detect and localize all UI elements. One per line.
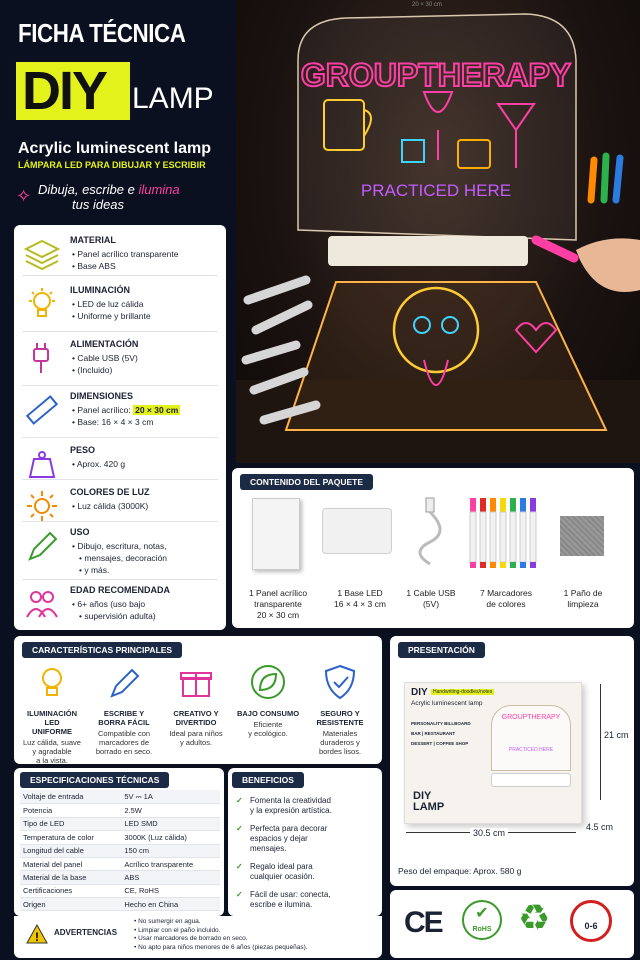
- check-icon: ✓: [236, 796, 243, 805]
- features-title: CARACTERÍSTICAS PRINCIPALES: [22, 642, 182, 658]
- divider: [22, 579, 218, 580]
- feature-desc-line: a la vista.: [36, 756, 68, 765]
- table-key: Potencia: [20, 804, 121, 817]
- sign-text: PRACTICED HERE: [360, 181, 512, 200]
- spec-line: • Dibujo, escritura, notas,: [72, 540, 220, 552]
- weight-icon: [24, 447, 60, 481]
- divider: [22, 521, 218, 522]
- feature-desc-line: y ecológico.: [248, 729, 288, 738]
- table-row: [20, 844, 220, 857]
- package-item-line: 1 Paño de: [563, 588, 603, 598]
- tech-spec-title: ESPECIFICACIONES TÉCNICAS: [20, 772, 169, 788]
- bulb-icon: [32, 662, 72, 702]
- feature-desc-line: y agradable: [32, 747, 72, 756]
- plug-icon: [24, 341, 60, 375]
- lamp-illustration: [236, 0, 640, 463]
- check-icon: ✓: [236, 890, 243, 899]
- package-item-line: (5V): [422, 599, 440, 609]
- feature-desc-line: marcadores de: [98, 738, 150, 747]
- svg-text:!: !: [35, 930, 39, 944]
- tagline-highlight: ilumina: [138, 182, 180, 197]
- spec-title: DIMENSIONES: [70, 391, 134, 401]
- page-title: FICHA TÉCNICA: [18, 18, 186, 48]
- check-icon: ✓: [236, 824, 243, 833]
- marker: [480, 498, 486, 568]
- benefit-line: espacios y dejar: [250, 834, 308, 843]
- feature-title-line: ESCRIBE Y: [103, 709, 145, 718]
- box-lamp: LAMP: [413, 801, 445, 813]
- shield-icon: [320, 662, 360, 702]
- package-item-line: 20 × 30 cm: [256, 610, 300, 620]
- pen-icon: [104, 662, 144, 702]
- table-row: [20, 871, 220, 884]
- package-box: [404, 682, 582, 824]
- age-restriction-icon: [570, 900, 612, 942]
- warning-item: • No apto para niños menores de 6 años (piezas pequeñas).: [134, 944, 308, 953]
- package-item-line: transparente: [254, 599, 302, 609]
- package-weight: Peso del empaque: Aprox. 580 g: [398, 866, 522, 876]
- table-key: Tipo de LED: [20, 817, 121, 830]
- markers-image: [466, 492, 542, 572]
- table-key: Material de la base: [20, 871, 121, 884]
- tagline: [38, 182, 218, 212]
- benefit-text: [250, 890, 376, 910]
- table-row: [20, 817, 220, 830]
- usb-cable-image: [408, 494, 458, 570]
- subtitle-english: Acrylic luminescent lamp: [18, 140, 211, 157]
- rohs-label: RoHS: [472, 926, 492, 933]
- benefit-line: mensajes.: [250, 844, 287, 853]
- spec-title: MATERIAL: [70, 235, 116, 245]
- width-label: 30.5 cm: [470, 828, 508, 838]
- sun-icon: [24, 489, 60, 523]
- benefit-line: escribe e ilumina.: [250, 900, 313, 909]
- product-photo: [236, 0, 640, 463]
- package-item-line: 16 × 4 × 3 cm: [334, 599, 386, 609]
- spec-title: ILUMINACIÓN: [70, 285, 130, 295]
- feature-title: [92, 709, 156, 727]
- table-row: [20, 831, 220, 844]
- feature-title-line: ILUMINACIÓN LED: [27, 709, 77, 727]
- feature-desc-line: Materiales: [322, 729, 358, 738]
- presentation-panel: [390, 636, 634, 886]
- table-value: LED SMD: [121, 817, 220, 830]
- feature-title-line: CREATIVO Y: [173, 709, 219, 718]
- marker: [490, 498, 496, 568]
- sign-title: GROUPTHERAPY: [300, 57, 572, 93]
- table-row: [20, 857, 220, 870]
- table-key: Material del panel: [20, 857, 121, 870]
- package-item-line: 7 Marcadores: [480, 588, 532, 598]
- feature-desc-line: y adultos.: [179, 738, 213, 747]
- feature-item: [164, 662, 228, 747]
- benefit-text: [250, 862, 376, 882]
- table-key: Voltaje de entrada: [20, 790, 121, 804]
- feature-desc: [308, 729, 372, 756]
- divider: [22, 385, 218, 386]
- depth-label: 4.5 cm: [586, 822, 614, 832]
- table-value: Hecho en China: [121, 898, 220, 911]
- package-title: CONTENIDO DEL PAQUETE: [240, 474, 373, 490]
- table-value: 150 cm: [121, 844, 220, 857]
- tech-spec-table: [20, 790, 220, 911]
- package-item-label: [548, 588, 618, 610]
- spec-line: • Luz cálida (3000K): [72, 500, 220, 512]
- height-arrow: [600, 684, 601, 800]
- box-line: DESSERT | COFFEE SHOP: [411, 741, 469, 746]
- benefit-line: y la expresión artística.: [250, 806, 332, 815]
- check-icon: ✓: [236, 862, 243, 871]
- spec-title: USO: [70, 527, 90, 537]
- package-contents: [232, 468, 634, 628]
- spec-line: • supervisión adulta): [72, 610, 220, 622]
- tech-spec-panel: [14, 768, 224, 916]
- feature-title-line: UNIFORME: [32, 727, 72, 736]
- height-label: 21 cm: [604, 730, 629, 740]
- benefits-title: BENEFICIOS: [232, 772, 304, 788]
- marker: [500, 498, 506, 568]
- box-lamp-image: GROUPTHERAPY PRACTICED HERE: [491, 705, 571, 771]
- feature-item: [308, 662, 372, 756]
- table-value: Acrílico transparente: [121, 857, 220, 870]
- package-item-line: 1 Base LED: [337, 588, 383, 598]
- warnings-panel: [14, 916, 382, 958]
- marker: [530, 498, 536, 568]
- subtitle-spanish: LÁMPARA LED PARA DIBUJAR Y ESCRIBIR: [18, 160, 206, 170]
- table-row: [20, 884, 220, 897]
- feature-desc-line: borrado en seco.: [95, 747, 153, 756]
- benefit-line: Perfecta para decorar: [250, 824, 328, 833]
- package-item-line: 1 Panel acrílico: [248, 588, 308, 598]
- package-item-label: [244, 588, 312, 621]
- leaf-icon: [248, 662, 288, 702]
- benefit-text: [250, 796, 376, 816]
- package-item-label: [398, 588, 464, 610]
- package-item-line: de colores: [486, 599, 526, 609]
- ce-mark: CE: [404, 906, 442, 939]
- divider: [22, 275, 218, 276]
- sparkle-icon: ✧: [16, 186, 32, 206]
- table-value: 2.5W: [121, 804, 220, 817]
- spec-line: • Panel acrílico transparente: [72, 248, 220, 260]
- feature-desc: [236, 720, 300, 738]
- package-item-line: limpieza: [567, 599, 599, 609]
- table-value: 3000K (Luz cálida): [121, 831, 220, 844]
- feature-title-line: DIVERTIDO: [175, 718, 217, 727]
- box-diy: DIY: [413, 790, 432, 802]
- spec-title: EDAD RECOMENDADA: [70, 585, 171, 595]
- box-tag: Handwriting-doodles/notes: [433, 689, 493, 695]
- divider: [22, 331, 218, 332]
- table-value: CE, RoHS: [121, 884, 220, 897]
- feature-title-line: RESISTENTE: [316, 718, 364, 727]
- layers-icon: [24, 237, 60, 271]
- feature-desc: [164, 729, 228, 747]
- marker: [520, 498, 526, 568]
- benefit-line: cualquier ocasión.: [250, 872, 315, 881]
- box-diy-lamp: [413, 791, 444, 813]
- feature-desc-line: duraderos y: [320, 738, 360, 747]
- benefits-panel: [228, 768, 382, 916]
- spec-title: PESO: [70, 445, 96, 455]
- gift-icon: [176, 662, 216, 702]
- spec-line: • LED de luz cálida: [72, 298, 220, 310]
- benefit-text: [250, 824, 376, 854]
- spec-line-label: Panel acrílico:: [77, 405, 134, 415]
- feature-title: [236, 709, 300, 718]
- features-panel: [14, 636, 382, 764]
- bulb-icon: [24, 287, 60, 321]
- ruler-icon: [24, 393, 60, 427]
- warning-icon: [26, 924, 48, 944]
- people-icon: [24, 587, 60, 621]
- box-lamp-base: [491, 773, 571, 787]
- feature-title: [20, 709, 84, 736]
- feature-desc-line: Compatible con: [97, 729, 151, 738]
- marker: [470, 498, 476, 568]
- acrylic-panel-image: [252, 498, 300, 570]
- spec-line: • Base: 16 × 4 × 3 cm: [72, 416, 220, 428]
- spec-panel: [14, 225, 226, 630]
- box-line: BAR | RESTAURANT: [411, 731, 456, 736]
- feature-desc: [92, 729, 156, 756]
- feature-desc-line: Luz cálida, suave: [23, 738, 81, 747]
- lamp-logo-text: LAMP: [132, 82, 214, 115]
- diy-logo-text: DIY: [22, 61, 107, 121]
- feature-title-line: SEGURO Y: [320, 709, 360, 718]
- presentation-title: PRESENTACIÓN: [398, 642, 485, 658]
- spec-line: • y más.: [72, 564, 220, 576]
- box-brand: DIY: [411, 687, 428, 698]
- warnings-title: ADVERTENCIAS: [54, 928, 118, 937]
- recycle-icon: ♻: [518, 897, 551, 938]
- warning-item: • Usar marcadores de borrado en seco.: [134, 935, 308, 944]
- package-item-label: [320, 588, 400, 610]
- feature-title-line: BAJO CONSUMO: [236, 709, 300, 718]
- box-subtitle: Acrylic luminescent lamp: [411, 700, 483, 707]
- tagline-part-c: tus ideas: [72, 197, 125, 212]
- feature-item: [92, 662, 156, 756]
- tagline-part-a: Dibuja, escribe e: [38, 182, 139, 197]
- table-row: [20, 898, 220, 911]
- benefit-line: Fácil de usar: conecta,: [250, 890, 331, 899]
- led-base-image: [322, 508, 392, 554]
- spec-line: • mensajes, decoración: [72, 552, 220, 564]
- benefit-line: Fomenta la creatividad: [250, 796, 331, 805]
- box-line: PERSONALITY BILLBOARD: [411, 721, 471, 726]
- spec-line: • Base ABS: [72, 260, 220, 272]
- rohs-mark: ✔ RoHS: [462, 900, 502, 940]
- spec-title: ALIMENTACIÓN: [70, 339, 139, 349]
- table-key: Temperatura de color: [20, 831, 121, 844]
- spec-line: • 6+ años (uso bajo: [72, 598, 220, 610]
- table-value: ABS: [121, 871, 220, 884]
- table-row: [20, 804, 220, 817]
- package-item-line: 1 Cable USB: [406, 588, 456, 598]
- benefit-line: Regalo ideal para: [250, 862, 313, 871]
- table-key: Certificaciones: [20, 884, 121, 897]
- divider: [22, 437, 218, 438]
- feature-desc-line: bordes lisos.: [318, 747, 362, 756]
- table-row: [20, 790, 220, 804]
- spec-line: • (Incluido): [72, 364, 220, 376]
- spec-line: • Aprox. 420 g: [72, 458, 220, 470]
- feature-item: [20, 662, 84, 765]
- box-lines: [411, 719, 471, 749]
- pencil-icon: [24, 529, 60, 563]
- cloth-image: [560, 516, 604, 556]
- table-value: 5V ⎓ 1A: [121, 790, 220, 804]
- feature-desc-line: Eficiente: [253, 720, 283, 729]
- dimension-highlight: 20 × 30 cm: [135, 405, 179, 415]
- warning-item: • Limpiar con el paño incluido.: [134, 927, 308, 936]
- spec-line: • Cable USB (5V): [72, 352, 220, 364]
- table-key: Origen: [20, 898, 121, 911]
- spec-line: • Uniforme y brillante: [72, 310, 220, 322]
- feature-item: [236, 662, 300, 738]
- spec-line: [72, 404, 220, 416]
- divider: [22, 479, 218, 480]
- warning-item: • No sumergir en agua.: [134, 918, 308, 927]
- feature-desc: [20, 738, 84, 765]
- feature-desc-line: Ideal para niños: [169, 729, 223, 738]
- certifications-panel: [390, 890, 634, 958]
- marker: [510, 498, 516, 568]
- feature-title: [164, 709, 228, 727]
- age-label: 0-6: [584, 921, 598, 931]
- photo-dimension-label: 20 × 30 cm: [412, 2, 442, 8]
- spec-title: COLORES DE LUZ: [70, 487, 150, 497]
- feature-title: [308, 709, 372, 727]
- package-item-label: [466, 588, 546, 610]
- feature-title-line: BORRA FÁCIL: [98, 718, 150, 727]
- table-key: Longitud del cable: [20, 844, 121, 857]
